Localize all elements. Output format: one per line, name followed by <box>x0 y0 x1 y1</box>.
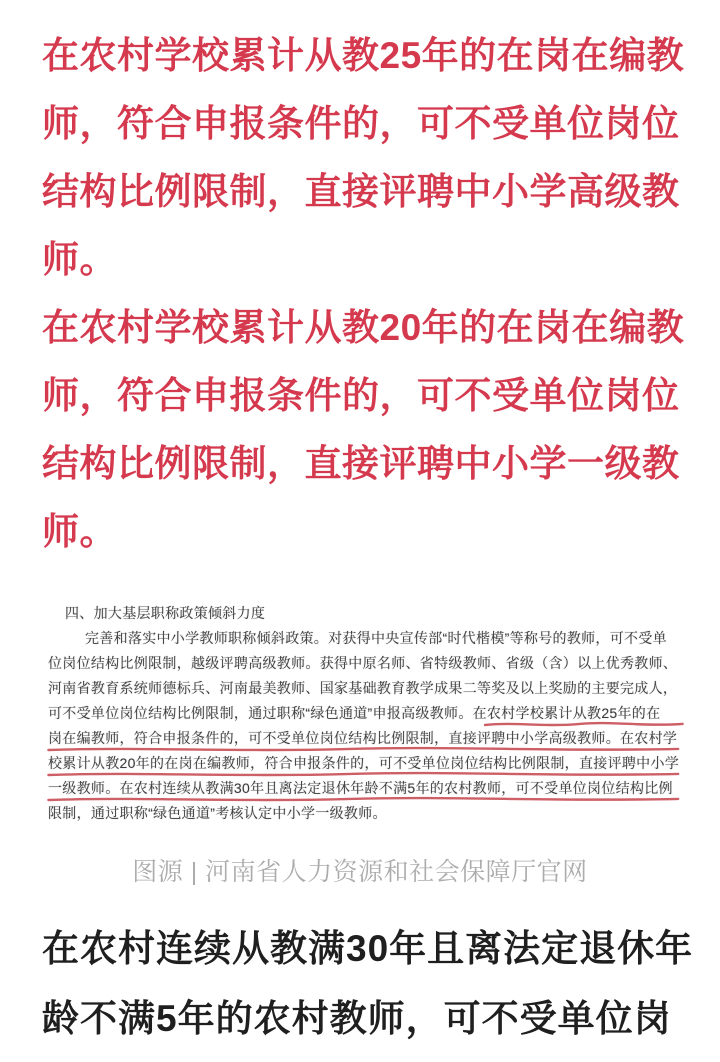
policy-doc-line-text: 完善和落实中小学教师职称倾斜政策。对获得中央宣传部“时代楷模”等称号的教师，可不受单 <box>85 630 667 646</box>
policy-doc-line-text: 河南省教育系统师德标兵、河南最美教师、国家基础教育教学成果二等奖及以上奖励的主要完成人， <box>48 680 678 696</box>
policy-doc-line <box>48 676 678 701</box>
body-paragraph-line: 龄不满5年的农村教师，可不受单位岗 <box>42 998 672 1039</box>
red-underline <box>42 770 685 780</box>
image-source-caption: 图源 | 河南省人力资源和社会保障厅官网 <box>132 858 588 886</box>
highlight-statement-line: 师，符合申报条件的，可不受单位岗位 <box>42 375 680 416</box>
policy-doc-line-text: 位岗位结构比例限制，越级评聘高级教师。获得中原名师、省特级教师、省级（含）以上优秀教师、 <box>48 655 678 671</box>
policy-doc-line <box>48 701 678 726</box>
policy-doc-line-text: 限制，通过职称“绿色通道”考核认定中小学一级教师。 <box>48 805 387 821</box>
policy-doc-line <box>48 626 678 651</box>
red-underline <box>42 795 685 805</box>
highlight-statement-line: 师。 <box>42 239 117 280</box>
highlight-statement-line: 结构比例限制，直接评聘中小学一级教 <box>42 443 680 484</box>
policy-doc-line <box>48 651 678 676</box>
body-paragraph <box>0 914 720 1054</box>
policy-doc-line-text: 校累计从教20年的在岗在编教师，符合申报条件的，可不受单位岗位结构比例限制，直接评聘中小学 <box>48 755 680 771</box>
policy-doc-line-text: 一级教师。在农村连续从教满30年且离法定退休年龄不满5年的农村教师，可不受单位岗位结构比例 <box>48 780 673 796</box>
highlight-statement-line: 师，符合申报条件的，可不受单位岗位 <box>42 103 680 144</box>
body-paragraph-line: 在农村连续从教满30年且离法定退休年 <box>42 928 694 969</box>
red-underline <box>483 720 685 730</box>
policy-doc-line-text: 岗在编教师，符合申报条件的，可不受单位岗位结构比例限制，直接评聘中小学高级教师。在农村学 <box>48 730 678 746</box>
policy-doc-line-text: 四、加大基层职称政策倾斜力度 <box>65 605 266 621</box>
highlight-statement-line: 在农村学校累计从教20年的在岗在编教 <box>42 307 685 348</box>
red-underline <box>42 745 685 755</box>
policy-document-excerpt <box>0 601 720 826</box>
highlight-statement-line: 师。 <box>42 511 117 552</box>
policy-doc-line-text: 可不受单位岗位结构比例限制，通过职称“绿色通道”申报高级教师。在农村学校累计从教25年的在 <box>48 705 661 721</box>
highlight-statement-line: 在农村学校累计从教25年的在岗在编教 <box>42 35 685 76</box>
highlight-statement-line: 结构比例限制，直接评聘中小学高级教 <box>42 171 680 212</box>
policy-doc-line <box>48 601 678 626</box>
